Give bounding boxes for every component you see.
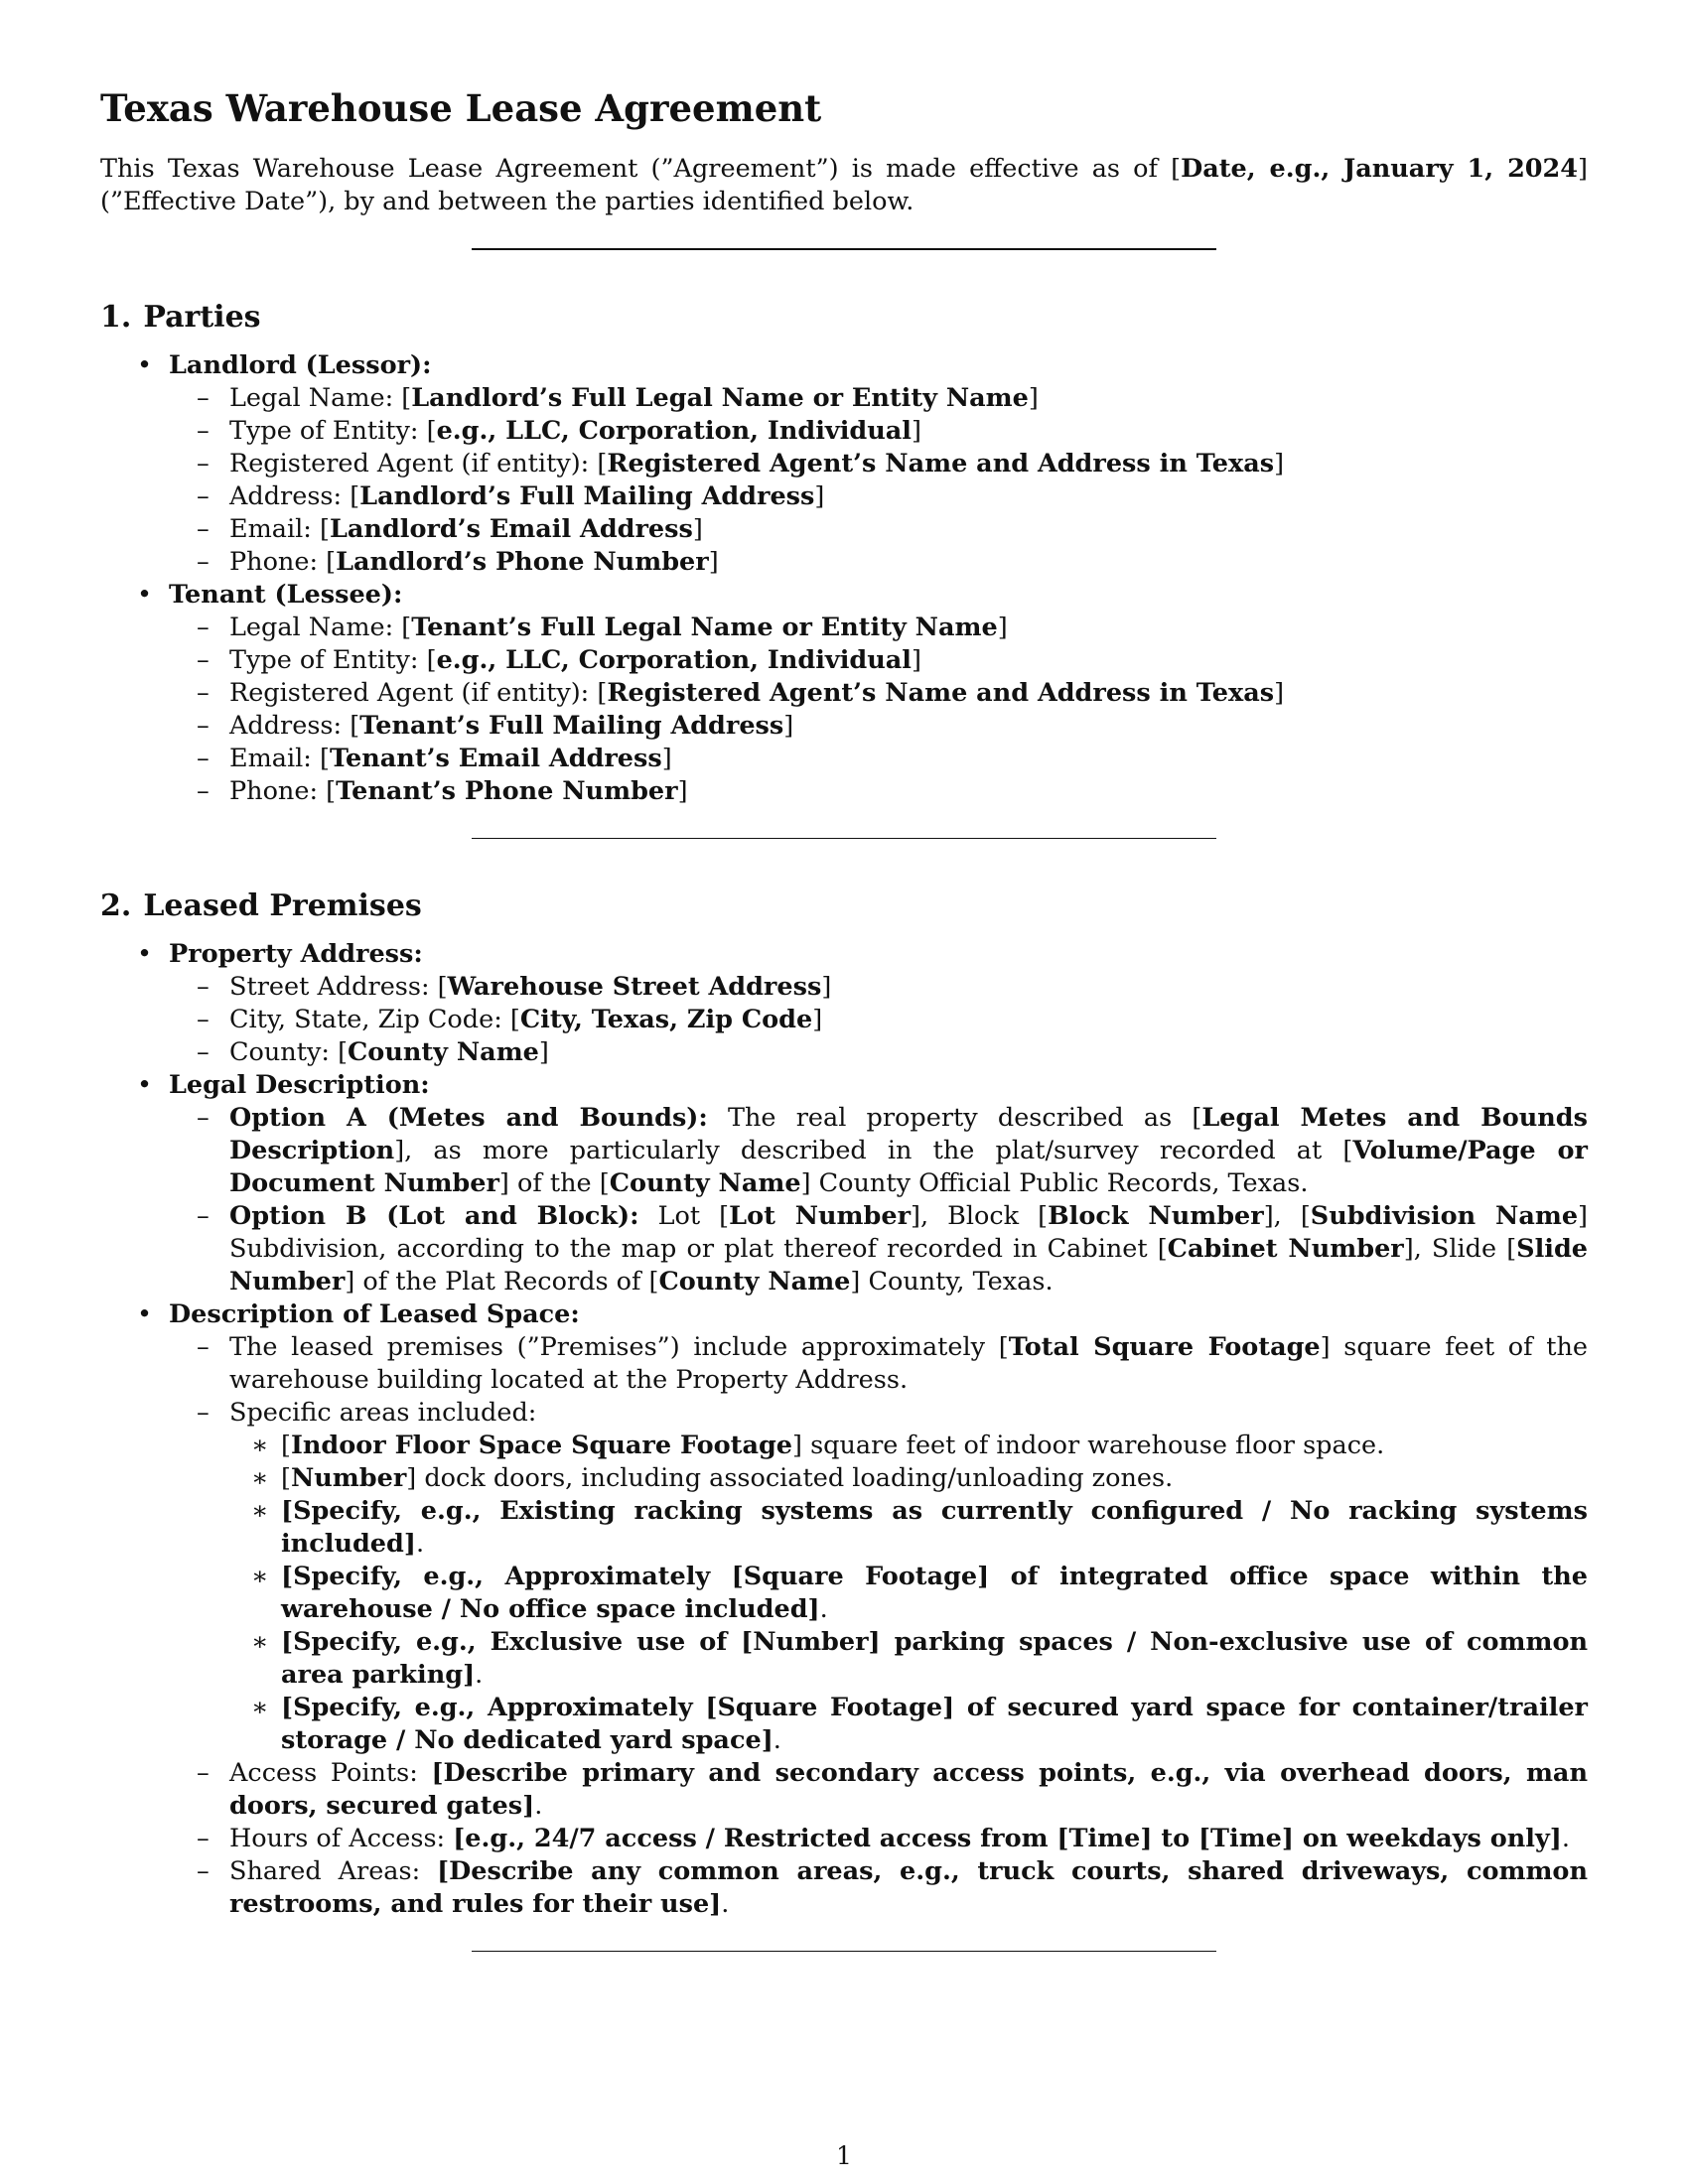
bullet-icon: • xyxy=(137,1070,153,1100)
landlord-legal-name: – Legal Name: [Landlord’s Full Legal Name or Entity Name] xyxy=(197,383,1039,413)
dash-icon: – xyxy=(197,678,210,708)
hours-of-access: – Hours of Access: [e.g., 24/7 access / Restricted access from [Time] to [Time] on weekdays only]. xyxy=(197,1824,1570,1853)
landlord-email: – Email: [Landlord’s Email Address] xyxy=(197,514,703,544)
dash-icon: – xyxy=(197,416,210,446)
area-dock-doors: ∗ [Number] dock doors, including associated loading/unloading zones. xyxy=(251,1463,1174,1493)
landlord-phone: – Phone: [Landlord’s Phone Number] xyxy=(197,547,719,577)
dash-icon: – xyxy=(197,613,210,642)
asterisk-icon: ∗ xyxy=(251,1562,269,1591)
bullet-icon: • xyxy=(137,580,153,610)
asterisk-icon: ∗ xyxy=(251,1627,269,1657)
dash-icon: – xyxy=(197,449,210,478)
landlord-registered-agent: – Registered Agent (if entity): [Registered Agent’s Name and Address in Texas] xyxy=(197,449,1285,478)
dash-icon: – xyxy=(197,1201,210,1231)
bullet-icon: • xyxy=(137,939,153,969)
dash-icon: – xyxy=(197,1758,210,1788)
landlord-entity-type: – Type of Entity: [e.g., LLC, Corporation, Individual] xyxy=(197,416,921,446)
area-racking: ∗ [Specify, e.g., Existing racking systems as currently configured / No racking systems included]. xyxy=(251,1496,1588,1559)
dash-icon: – xyxy=(197,1332,210,1362)
effective-date-placeholder: Date, e.g., January 1, 2024 xyxy=(1181,154,1579,184)
dash-icon: – xyxy=(197,547,210,577)
dash-icon: – xyxy=(197,744,210,773)
section-divider xyxy=(472,838,1216,839)
dash-icon: – xyxy=(197,972,210,1002)
parties-list xyxy=(100,349,1588,808)
premises-list xyxy=(100,938,1588,1921)
dash-icon: – xyxy=(197,1856,210,1886)
dash-icon: – xyxy=(197,1005,210,1034)
option-b-lot-block: – Option B (Lot and Block): Lot [Lot Number], Block [Block Number], [Subdivision Name] Subdivision, according to the map or plat thereof recorded in Cabinet [Cabinet Number], Slide [Slide Number] of the Plat Records of [County Name] County, Texas. xyxy=(197,1201,1588,1297)
legal-description-item: • Legal Description: – Option A (Metes and Bounds): The real property described as [Legal Metes and Bounds Description], as more particularly described in the plat/survey recorded at [Volume/Page or Document Number] of the [County Name] County Official Public Records, Texas. – Option B (Lot and Block): Lot [Lot Number], Block [Block Number], [Subdivision Name] Subdivision, according to the map or plat thereof recorded in Cabinet [Cabinet Number], Slide [Slide Number] of the Plat Records of [County Name] County, Texas. xyxy=(137,1070,1588,1297)
dash-icon: – xyxy=(197,1398,210,1428)
asterisk-icon: ∗ xyxy=(251,1463,269,1493)
dash-icon: – xyxy=(197,645,210,675)
area-parking: ∗ [Specify, e.g., Exclusive use of [Number] parking spaces / Non-exclusive use of common area parking]. xyxy=(251,1627,1588,1690)
shared-areas: – Shared Areas: [Describe any common areas, e.g., truck courts, shared driveways, common restrooms, and rules for their use]. xyxy=(197,1856,1588,1919)
tenant-entity-type: – Type of Entity: [e.g., LLC, Corporation, Individual] xyxy=(197,645,921,675)
leased-space-item: • Description of Leased Space: – The leased premises (”Premises”) include approximately [Total Square Footage] square feet of the warehouse building located at the Property Address. – Specific areas included: ∗ [Indoor Floor Space Square Footage] square feet of indoor warehouse floor space. ∗ [Number] dock doors, including associated loading/unloading zones. ∗ [Specify, e.g., Existing racking systems as currently configured / No racking systems included]. ∗ [Specify, e.g., Approximately [Square Footage] of integrated office space within the warehouse / No office space included]. ∗ [Specify, e.g., Exclusive use of [Number] parking spaces / Non-exclusive use of common area parking]. ∗ [Specify, e.g., Approximately [Square Footage] of secured yard space for container/trailer storage / No dedicated yard space]. – Access Points: [Describe primary and secondary access points, e.g., via overhead doors, man doors, secured gates]. – Hours of Access: [e.g., 24/7 access / Restricted access from [Time] to [Time] on weekdays only]. – Shared Areas: [Describe any common areas, e.g., truck courts, shared driveways, common restrooms, and rules for their use]. xyxy=(137,1299,1588,1919)
asterisk-icon: ∗ xyxy=(251,1693,269,1722)
dash-icon: – xyxy=(197,481,210,511)
dash-icon: – xyxy=(197,514,210,544)
dash-icon: – xyxy=(197,1037,210,1067)
section-divider xyxy=(472,248,1216,250)
document-title: Texas Warehouse Lease Agreement xyxy=(100,86,822,130)
option-a-metes-bounds: – Option A (Metes and Bounds): The real property described as [Legal Metes and Bounds Description], as more particularly described in the plat/survey recorded at [Volume/Page or Document Number] of the [County Name] County Official Public Records, Texas. xyxy=(197,1103,1588,1198)
access-points: – Access Points: [Describe primary and secondary access points, e.g., via overhead doors, man doors, secured gates]. xyxy=(197,1758,1588,1821)
area-office: ∗ [Specify, e.g., Approximately [Square Footage] of integrated office space within the warehouse / No office space included]. xyxy=(251,1562,1588,1624)
premises-square-footage: – The leased premises (”Premises”) include approximately [Total Square Footage] square feet of the warehouse building located at the Property Address. xyxy=(197,1332,1588,1395)
landlord-item: • Landlord (Lessor): – Legal Name: [Landlord’s Full Legal Name or Entity Name] – Type of Entity: [e.g., LLC, Corporation, Individual] – Registered Agent (if entity): [Registered Agent’s Name and Address in Texas] – Address: [Landlord’s Full Mailing Address] – Email: [Landlord’s Email Address] – Phone: [Landlord’s Phone Number] xyxy=(100,349,1588,579)
street-address: – Street Address: [Warehouse Street Address] xyxy=(197,972,832,1002)
area-indoor-floor: ∗ [Indoor Floor Space Square Footage] square feet of indoor warehouse floor space. xyxy=(251,1431,1385,1460)
tenant-registered-agent: – Registered Agent (if entity): [Registered Agent’s Name and Address in Texas] xyxy=(197,678,1285,708)
asterisk-icon: ∗ xyxy=(251,1431,269,1460)
tenant-item: • Tenant (Lessee): – Legal Name: [Tenant’s Full Legal Name or Entity Name] – Type of Entity: [e.g., LLC, Corporation, Individual] – Registered Agent (if entity): [Registered Agent’s Name and Address in Texas] – Address: [Tenant’s Full Mailing Address] – Email: [Tenant’s Email Address] – Phone: [Tenant’s Phone Number] xyxy=(100,579,1588,808)
dash-icon: – xyxy=(197,1824,210,1853)
property-address-item: • Property Address: – Street Address: [Warehouse Street Address] – City, State, Zip Code: [City, Texas, Zip Code] – County: [County Name] xyxy=(100,938,1588,1069)
section-heading-parties: 1. Parties xyxy=(100,300,261,335)
dash-icon: – xyxy=(197,383,210,413)
intro-paragraph: This Texas Warehouse Lease Agreement (”Agreement”) is made effective as of [Date, e.g., January 1, 2024] (”Effective Date”), by and between the parties identified below. xyxy=(100,154,1588,216)
document-page xyxy=(100,85,1588,1952)
tenant-legal-name: – Legal Name: [Tenant’s Full Legal Name or Entity Name] xyxy=(197,613,1008,642)
city-state-zip: – City, State, Zip Code: [City, Texas, Zip Code] xyxy=(197,1005,823,1034)
dash-icon: – xyxy=(197,776,210,806)
bullet-icon: • xyxy=(137,1299,153,1329)
bullet-icon: • xyxy=(137,350,153,380)
area-yard: ∗ [Specify, e.g., Approximately [Square Footage] of secured yard space for container/trailer storage / No dedicated yard space]. xyxy=(251,1693,1588,1755)
county: – County: [County Name] xyxy=(197,1037,549,1067)
specific-areas: – Specific areas included: ∗ [Indoor Floor Space Square Footage] square feet of indoor warehouse floor space. ∗ [Number] dock doors, including associated loading/unloading zones. ∗ [Specify, e.g., Existing racking systems as currently configured / No racking systems included]. ∗ [Specify, e.g., Approximately [Square Footage] of integrated office space within the warehouse / No office space included]. ∗ [Specify, e.g., Exclusive use of [Number] parking spaces / Non-exclusive use of common area parking]. ∗ [Specify, e.g., Approximately [Square Footage] of secured yard space for container/trailer storage / No dedicated yard space]. xyxy=(197,1398,1588,1755)
asterisk-icon: ∗ xyxy=(251,1496,269,1526)
landlord-address: – Address: [Landlord’s Full Mailing Address] xyxy=(197,481,825,511)
tenant-phone: – Phone: [Tenant’s Phone Number] xyxy=(197,776,688,806)
dash-icon: – xyxy=(197,711,210,741)
section-heading-leased-premises: 2. Leased Premises xyxy=(100,888,422,923)
section-divider xyxy=(472,1951,1216,1952)
tenant-address: – Address: [Tenant’s Full Mailing Address] xyxy=(197,711,794,741)
page-number: 1 xyxy=(836,2141,852,2170)
tenant-email: – Email: [Tenant’s Email Address] xyxy=(197,744,672,773)
dash-icon: – xyxy=(197,1103,210,1133)
